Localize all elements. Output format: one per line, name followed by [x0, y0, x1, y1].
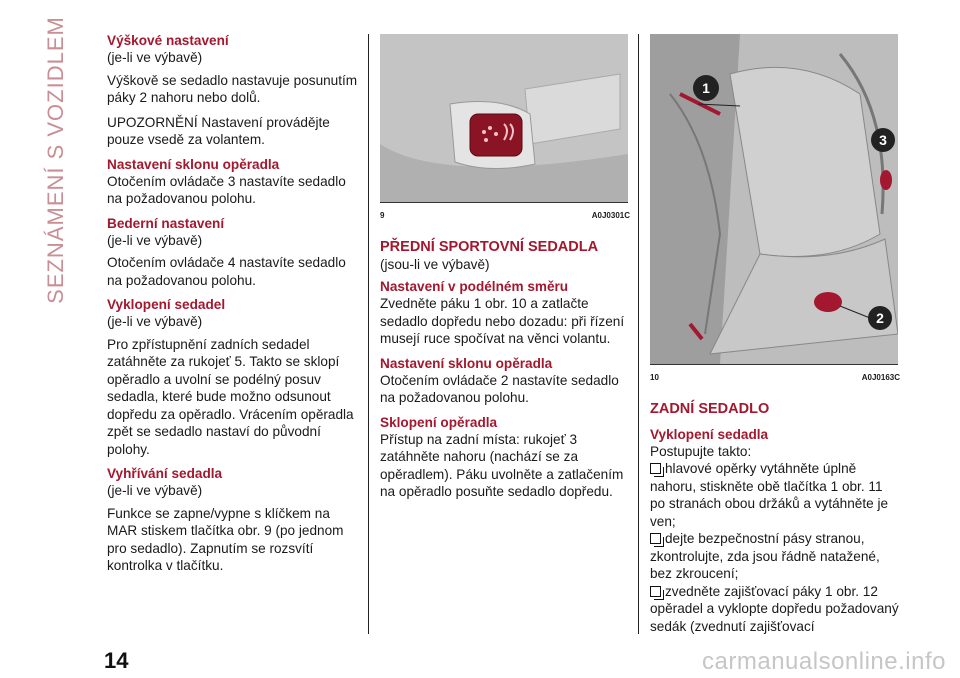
callout-1-label: 1 [702, 80, 710, 96]
figure-10-image [650, 34, 898, 365]
paragraph: Otočením ovládače 2 nastavíte sedadlo na požadovanou polohu. [380, 372, 619, 405]
warning-paragraph: UPOZORNĚNÍ Nastavení provádějte pouze vsedě za volantem. [107, 114, 330, 147]
subheading: (je-li ve výbavě) [107, 232, 203, 248]
checkbox-bullet-icon [650, 533, 661, 544]
heading-backrest-fold: Sklopení opěradla [380, 414, 498, 430]
side-title [30, 16, 82, 304]
subheading: (je-li ve výbavě) [107, 483, 203, 498]
heading-height-adjust: Výškové nastavení [107, 33, 229, 48]
heading-seat-fold-out: Vyklopení sedadla [650, 426, 769, 442]
seat-heating-button-illustration [380, 34, 628, 202]
paragraph: Otočením ovládače 3 nastavíte sedadlo na požadovanou polohu. [107, 173, 346, 206]
column-divider-right [638, 34, 639, 634]
heading-backrest-tilt: Nastavení sklonu opěradla [380, 355, 553, 371]
bullet-item [650, 460, 900, 530]
paragraph-intro: Postupujte takto: [650, 443, 752, 459]
paragraph: Výškově se sedadlo nastavuje posunutím páky 2 nahoru nebo dolů. [107, 72, 358, 105]
watermark: carmanualsonline.info [702, 648, 946, 675]
heading-rear-seat: ZADNÍ SEDADLO [650, 400, 770, 417]
figure-9-caption [380, 207, 630, 225]
callout-3-label: 3 [879, 132, 887, 148]
column-divider-left [368, 34, 369, 634]
figure-code: A0J0301C [591, 211, 630, 220]
figure-number: 9 [380, 211, 385, 220]
bullet-item [650, 530, 900, 583]
subheading: (je-li ve výbavě) [107, 314, 203, 329]
paragraph: Funkce se zapne/vypne s klíčkem na MAR stiskem tlačítka obr. 9 (po jednom pro sedadlo). Zapnutím se rozsvítí kontrolka v tlačítku. [107, 505, 344, 573]
bullet-text: zvedněte zajišťovací páky 1 obr. 12 opěradel a vyklopte dopředu požadovaný sedák (zvednutí zajišťovací [650, 583, 899, 634]
paragraph: Zvedněte páku 1 obr. 10 a zatlačte sedadlo dopředu nebo dozadu: při řízení musejí ruce spočívat na věnci volantu. [380, 296, 625, 346]
figure-10-caption [650, 369, 900, 387]
subheading: (jsou-li ve výbavě) [380, 256, 490, 272]
heading-seat-fold: Vyklopení sedadel [107, 297, 226, 312]
column-2 [380, 34, 630, 508]
column-3 [650, 34, 900, 635]
heading-front-sport-seats: PŘEDNÍ SPORTOVNÍ SEDADLA [380, 238, 599, 255]
sport-seat-illustration [650, 34, 898, 364]
column-1 [107, 32, 362, 582]
checkbox-bullet-icon [650, 586, 661, 597]
figure-9-image [380, 34, 628, 203]
heading-lumbar: Bederní nastavení [107, 215, 225, 231]
bullet-text: dejte bezpečnostní pásy stranou, zkontrolujte, zda jsou řádně natažené, bez zkroucení; [650, 531, 880, 581]
bullet-text: hlavové opěrky vytáhněte úplně nahoru, stiskněte obě tlačítka 1 obr. 11 po stranách obou držáků a vytáhněte je ven; [650, 461, 889, 529]
page-number: 14 [104, 648, 129, 673]
checkbox-bullet-icon [650, 463, 661, 474]
bullet-item [650, 583, 900, 636]
side-title-text: SEZNÁMENÍ S VOZIDLEM [43, 16, 68, 304]
figure-number: 10 [650, 373, 659, 382]
paragraph: Přístup na zadní místa: rukojeť 3 zatáhněte nahoru (nachází se za opěradlem). Páku uvolněte a zatlačením na opěradlo posuňte sedadlo dopředu. [380, 431, 624, 499]
callout-2-label: 2 [876, 310, 884, 326]
heading-seat-heating: Vyhřívání sedadla [107, 466, 223, 481]
heading-backrest-tilt: Nastavení sklonu opěradla [107, 156, 280, 172]
heading-longitudinal-adjust: Nastavení v podélném směru [380, 279, 569, 294]
figure-code: A0J0163C [861, 373, 900, 382]
subheading: (je-li ve výbavě) [107, 50, 203, 65]
paragraph: Pro zpřístupnění zadních sedadel zatáhněte za rukojeť 5. Takto se sklopí opěradlo a uvolní se podélný posuv sedadla, které bude možno odsunout dopředu za opěradlo. Vrácením opěradla zpět se sedadlo nastaví do původní polohy. [107, 336, 354, 457]
paragraph: Otočením ovládače 4 nastavíte sedadlo na požadovanou polohu. [107, 255, 346, 288]
